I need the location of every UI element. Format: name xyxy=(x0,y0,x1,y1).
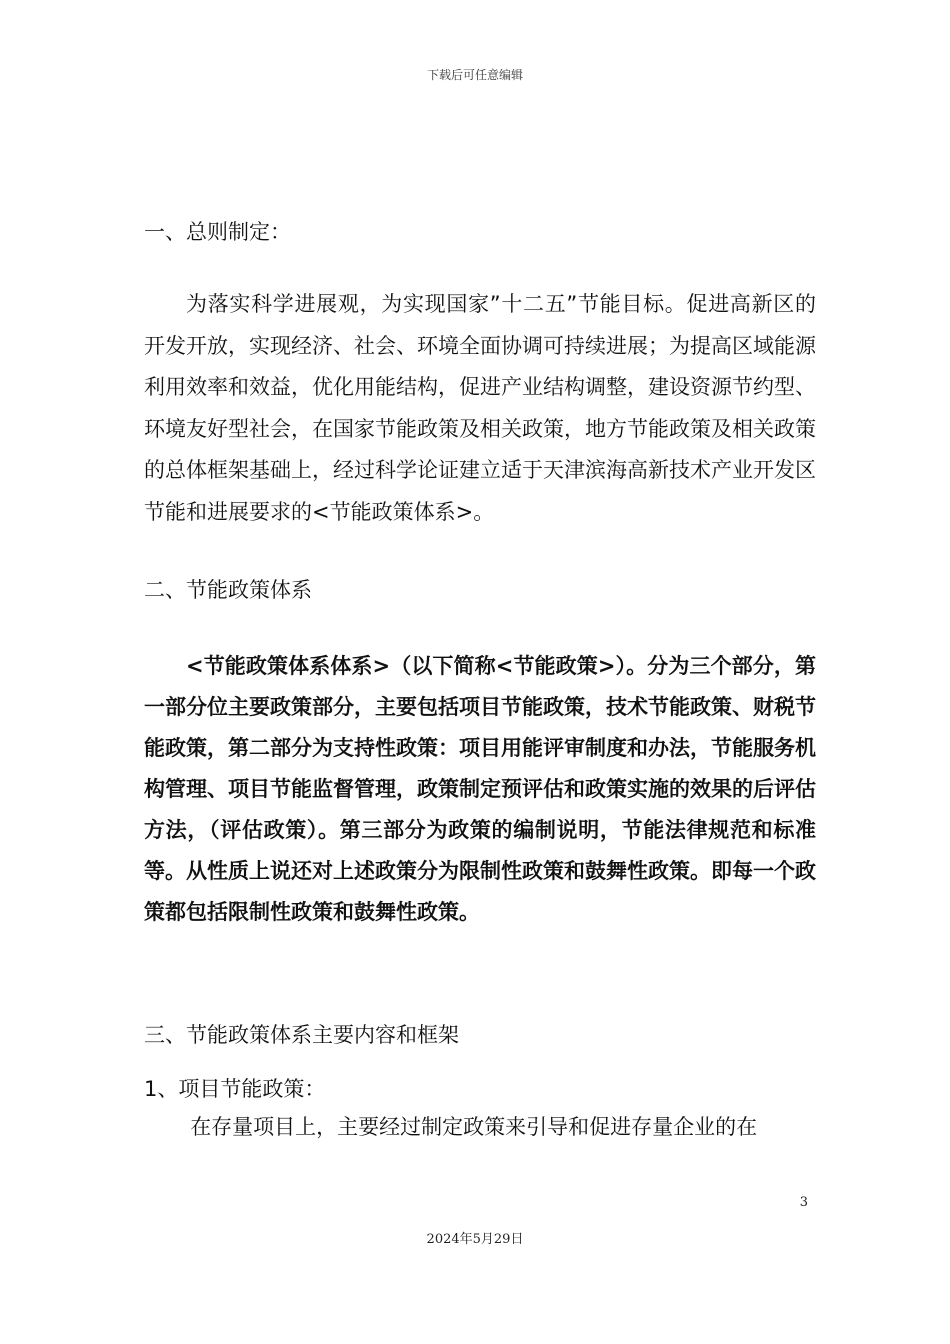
paragraph-project-policy: 在存量项目上，主要经过制定政策来引导和促进存量企业的在 xyxy=(190,1115,758,1139)
paragraph-general: 为落实科学进展观，为实现国家”十二五”节能目标。促进高新区的开发开放，实现经济、社会、环境全面协调可持续进展；为提高区域能源利用效率和效益，优化用能结构，促进产业结构调整，建设资源节约型、环境友好型社会，在国家节能政策及相关政策，地方节能政策及相关政策的总体框架基础上，经过科学论证建立适于天津滨海高新技术产业开发区节能和进展要求的<节能政策体系>。 xyxy=(144,292,816,524)
section-heading-policy-system: 二、节能政策体系 xyxy=(144,578,312,602)
paragraph-policy-system: <节能政策体系体系>（以下简称<节能政策>）。分为三个部分，第一部分位主要政策部分，主要包括项目节能政策，技术节能政策、财税节能政策，第二部分为支持性政策：项目用能评审制度和办法，节能服务机构管理、项目节能监督管理，政策制定预评估和政策实施的效果的后评估方法，（评估政策）。第三部分为政策的编制说明，节能法律规范和标准等。从性质上说还对上述政策分为限制性政策和鼓舞性政策。即每一个政策都包括限制性政策和鼓舞性政策。 xyxy=(144,654,816,924)
page-number: 3 xyxy=(799,1195,808,1210)
footer-date: 2024年5月29日 xyxy=(426,1232,524,1247)
header-note: 下载后可任意编辑 xyxy=(426,68,523,82)
sub-heading-project-policy: 1、项目节能政策： xyxy=(144,1077,326,1101)
document-body xyxy=(144,214,816,1149)
section-heading-main-content: 三、节能政策体系主要内容和框架 xyxy=(144,1023,459,1047)
section-heading-general: 一、总则制定： xyxy=(144,220,291,244)
